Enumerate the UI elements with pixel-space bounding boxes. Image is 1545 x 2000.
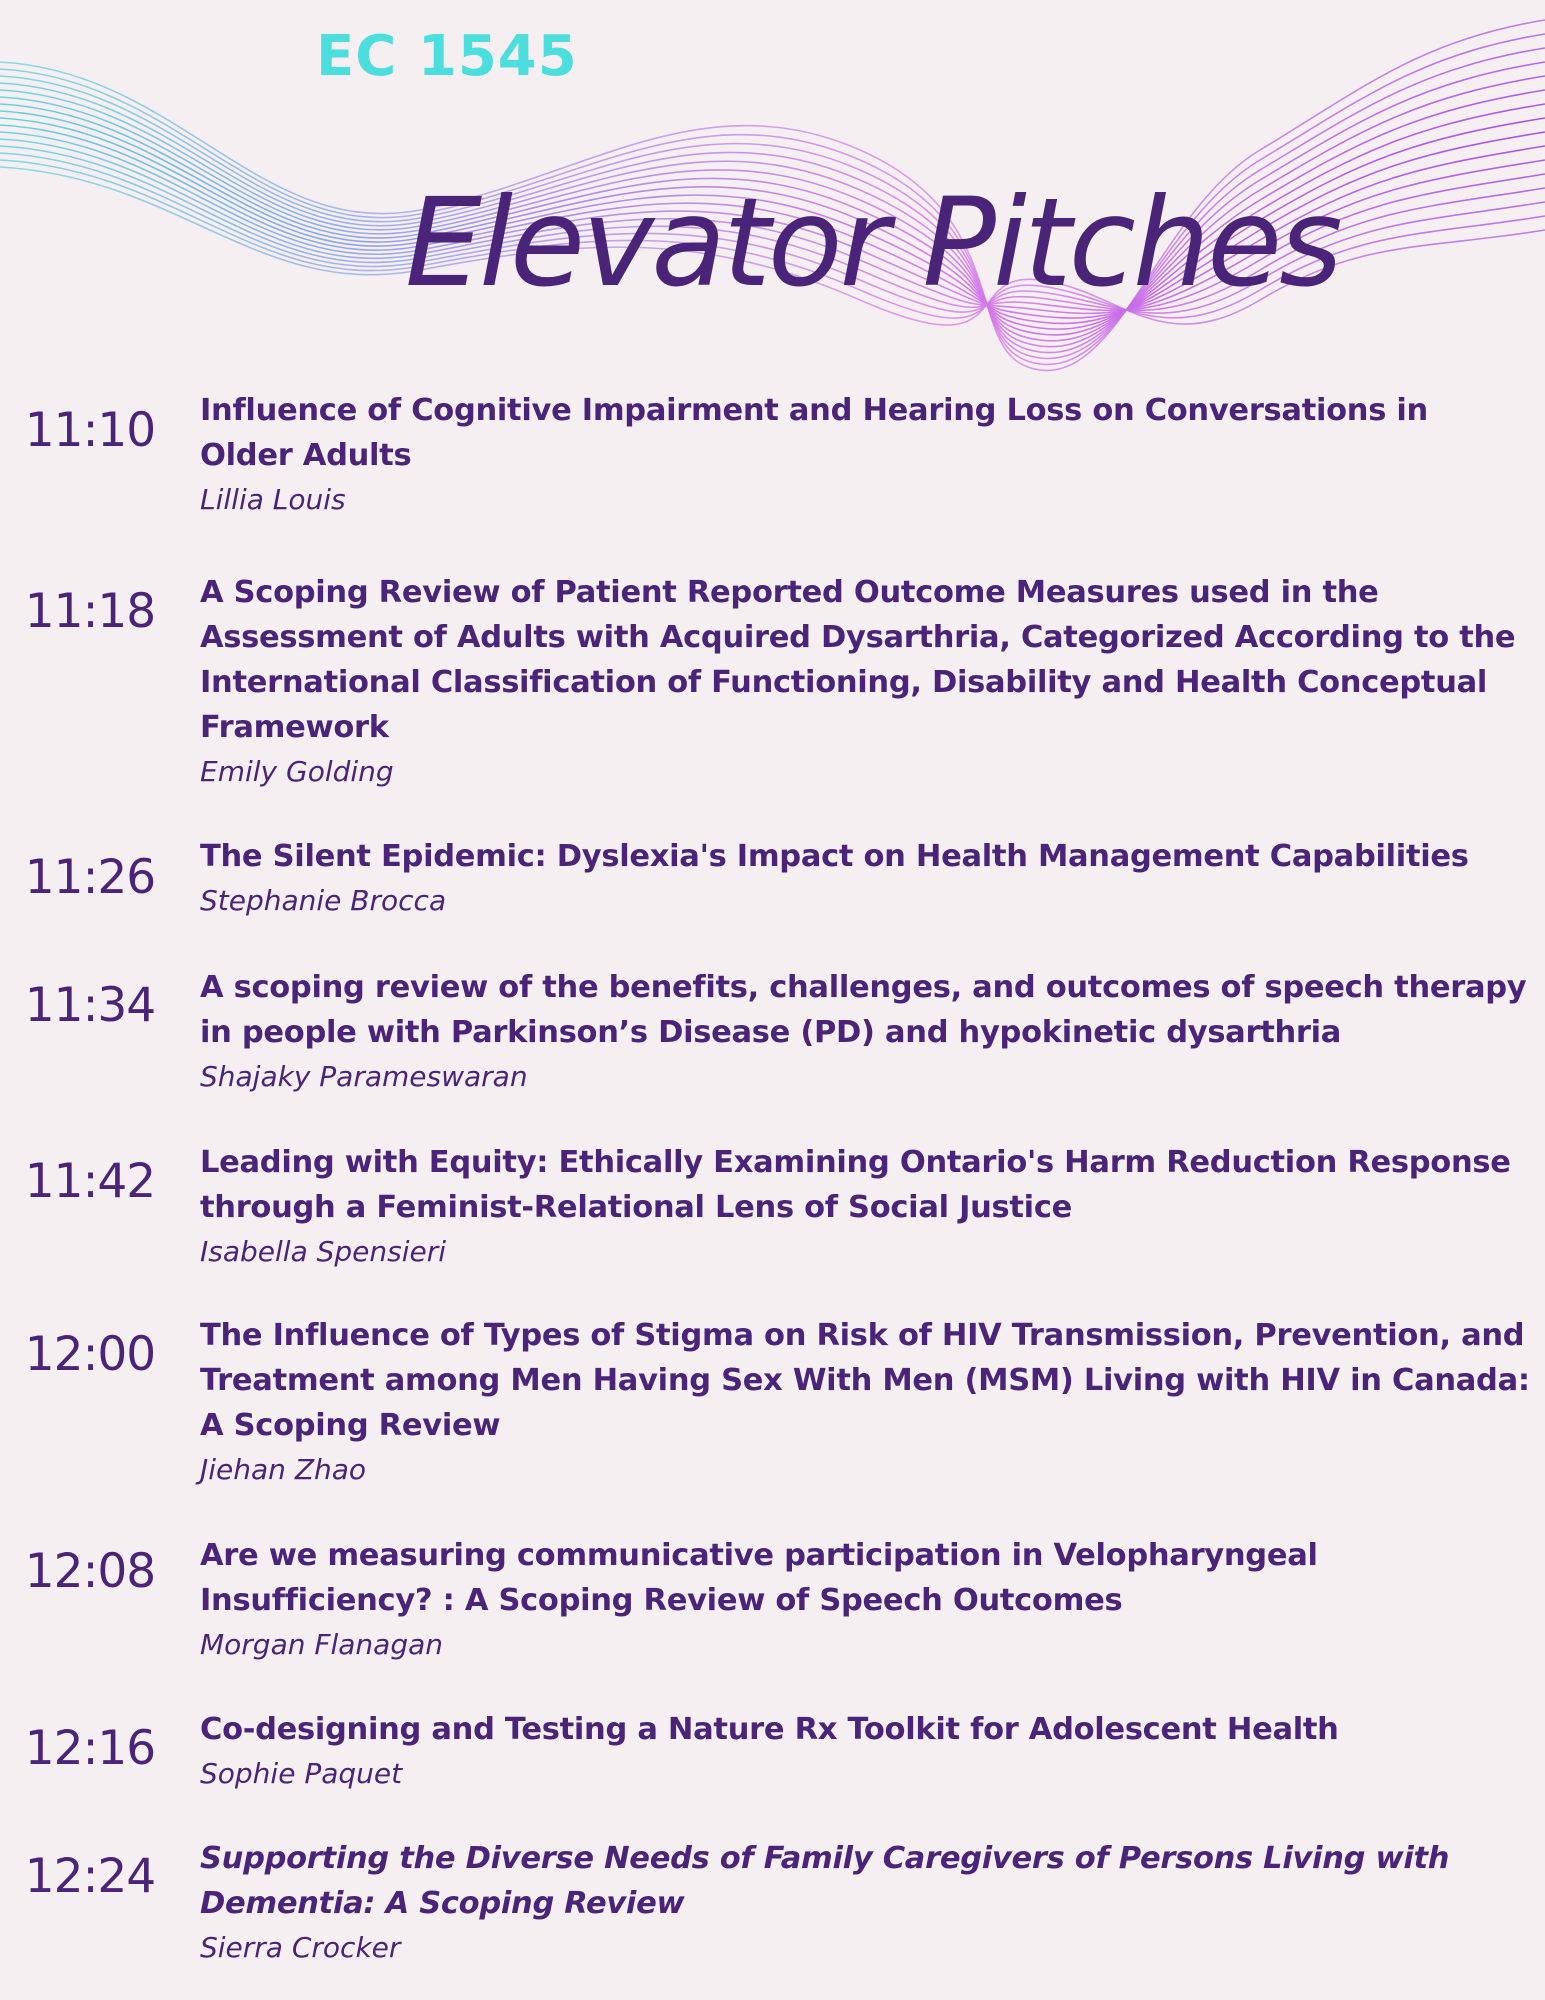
presenter-name: Stephanie Brocca	[200, 884, 447, 917]
time-slot: 11:18	[24, 584, 156, 639]
time-slot: 11:26	[24, 850, 156, 905]
time-slot: 12:08	[24, 1544, 156, 1599]
presenter-name: Morgan Flanagan	[200, 1628, 444, 1661]
talk-title: Are we measuring communicative participation in Velopharyngeal Insufficiency? : A Scoping Review of Speech Outcomes	[200, 1538, 1318, 1618]
talk-title: The Influence of Types of Stigma on Risk of HIV Transmission, Prevention, and Treatment among Men Having Sex With Men (MSM) Living with HIV in Canada: A Scoping Review	[200, 1318, 1530, 1443]
entry-details	[200, 965, 1530, 1097]
time-slot: 11:42	[24, 1154, 156, 1209]
presenter-name: Emily Golding	[200, 755, 394, 788]
entry-details	[200, 1313, 1530, 1490]
presenter-name: Jiehan Zhao	[200, 1453, 367, 1486]
presenter-name: Sophie Paquet	[200, 1757, 403, 1790]
presenter-name: Shajaky Parameswaran	[200, 1060, 528, 1093]
talk-title: A Scoping Review of Patient Reported Outcome Measures used in the Assessment of Adults with Acquired Dysarthria, Categorized According to the International Classification of Functioning, Disability and Health Conceptual Framework	[200, 575, 1516, 745]
presenter-name: Lillia Louis	[200, 483, 346, 516]
presenter-name: Isabella Spensieri	[200, 1235, 447, 1268]
page-title: Elevator Pitches	[405, 172, 1340, 314]
entry-details	[200, 570, 1530, 792]
talk-title: The Silent Epidemic: Dyslexia's Impact on Health Management Capabilities	[200, 839, 1469, 874]
talk-title: Supporting the Diverse Needs of Family Caregivers of Persons Living with Dementia: A Scoping Review	[200, 1841, 1450, 1921]
time-slot: 12:24	[24, 1849, 156, 1904]
entry-details	[200, 1533, 1530, 1665]
talk-title: Leading with Equity: Ethically Examining Ontario's Harm Reduction Response through a Feminist-Relational Lens of Social Justice	[200, 1145, 1511, 1225]
time-slot: 11:34	[24, 978, 156, 1033]
time-slot: 12:00	[24, 1327, 156, 1382]
talk-title: Influence of Cognitive Impairment and Hearing Loss on Conversations in Older Adults	[200, 393, 1428, 473]
presenter-name: Sierra Crocker	[200, 1931, 401, 1964]
entry-details	[200, 1140, 1530, 1272]
entry-details	[200, 834, 1530, 921]
entry-details	[200, 1836, 1530, 1968]
talk-title: A scoping review of the benefits, challenges, and outcomes of speech therapy in people with Parkinson’s Disease (PD) and hypokinetic dysarthria	[200, 970, 1527, 1050]
entry-details	[200, 388, 1530, 520]
entry-details	[200, 1707, 1530, 1794]
course-code: EC 1545	[316, 24, 578, 89]
time-slot: 11:10	[24, 403, 156, 458]
time-slot: 12:16	[24, 1721, 156, 1776]
talk-title: Co-designing and Testing a Nature Rx Toolkit for Adolescent Health	[200, 1712, 1339, 1747]
